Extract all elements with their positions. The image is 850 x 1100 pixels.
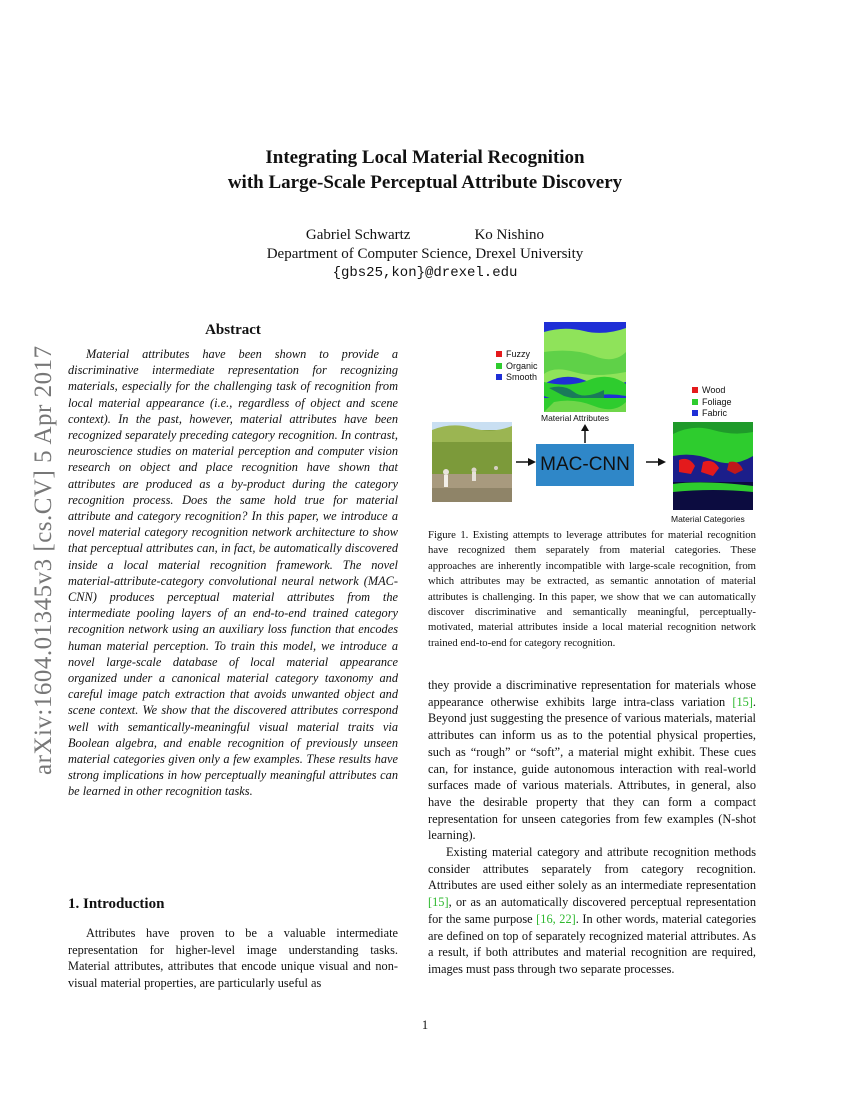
paragraph: Existing material category and attribute recognition methods consider attributes separately from category recognition. Attributes are used either solely as an intermediate representation [15], or as an automatically discovered perceptual representation for the same purpose [16, 22]. In other words, material categories are defined on top of separately recognized material attributes. As a result, if both attributes and material recognition are required, images must pass through two separate processes. [428, 845, 756, 976]
author-block [0, 226, 850, 283]
legend-swatch [496, 374, 502, 380]
category-legend [692, 385, 732, 420]
paper-title [0, 145, 850, 195]
legend-item: Fuzzy [496, 349, 538, 361]
title-line-1: Integrating Local Material Recognition [265, 147, 585, 168]
legend-item: Organic [496, 361, 538, 373]
up-arrow-icon [578, 424, 592, 444]
right-column-body [428, 677, 756, 978]
title-line-2: with Large-Scale Perceptual Attribute Discovery [227, 172, 623, 193]
right-arrow-icon [516, 456, 536, 468]
abstract-text: Material attributes have been shown to provide a discriminative intermediate representation for recognizing materials, especially for the challenging task of recognition from local material appearance (i.e., regardless of object and scene context). In the past, however, material attributes have been recognized separately preceding category recognition. In contrast, neuroscience studies on material perception and computer vision research on object and place recognition have shown that attributes are produced as a by-product during the category recognition process. Does the same hold true for material attribute and category recognition? In this paper, we introduce a novel material category recognition network architecture to show that perceptual attributes can, in fact, be automatically discovered inside a local material recognition framework. The novel material-attribute-category convolutional neural network (MAC-CNN) produces perceptual material attributes from the intermediate pooling layers of an end-to-end trained category recognition network using an auxiliary loss function that encodes human material perception. To train this model, we introduce a novel large-scale database of local material appearance organized under a canonical material category taxonomy and careful image patch extraction that avoids unwanted object and scene context. We show that the discovered attributes correspond well with semantically-meaningful visual material traits via Boolean algebra, and enable recognition of previously unseen material categories given only a few examples. These results have strong implications in how perceptually meaningful attributes can be learned in other recognition tasks. [68, 347, 398, 799]
arxiv-stamp [8, 300, 57, 775]
legend-item: Smooth [496, 372, 538, 384]
legend-swatch [496, 351, 502, 357]
abstract-body [68, 346, 398, 800]
attribute-map-label: Material Attributes [541, 413, 610, 423]
citation-link[interactable]: [15] [732, 694, 753, 709]
attribute-legend [496, 349, 538, 384]
figure-1 [428, 318, 758, 528]
category-map-label: Material Categories [671, 514, 745, 524]
figure-1-caption: Figure 1. Existing attempts to leverage attributes for material recognition have recognized them separately from material categories. These approaches are inherently incompatible with large-scale recognition, from which attributes may be extracted, as semantic annotation of material attributes is challenging. In this paper, we show that we can automatically discover discriminative and semantically meaningful, perceptually-motivated, material attributes inside a local material recognition network trained end-to-end for category recognition. [428, 529, 756, 649]
legend-swatch [692, 410, 698, 416]
paragraph: they provide a discriminative representation for materials whose appearance otherwise exhibits large intra-class variation [15]. Beyond just suggesting the presence of various materials, material attributes can inform us as to the potential physical properties, such as “rough” or “soft”, a material might exhibit. These cues can, for instance, guide autonomous interaction with real-world surfaces made of various materials. Attributes, in general, also have the desirable property that they can form a compact representation for unseen categories from few examples (N-shot learning). [428, 678, 756, 843]
introduction-text: Attributes have proven to be a valuable intermediate representation for higher-level image understanding tasks. Material attributes, attributes that encode unique visual and non-visual material properties, are particularly useful as [68, 926, 398, 991]
author-1: Gabriel Schwartz [305, 227, 411, 243]
right-arrow-icon [646, 456, 666, 468]
section-heading-introduction: 1. Introduction [68, 896, 165, 912]
citation-link[interactable]: [15] [428, 895, 449, 910]
mac-cnn-block: MAC-CNN [536, 444, 634, 486]
citation-link[interactable]: [16, 22] [536, 911, 576, 926]
abstract-heading: Abstract [205, 322, 261, 338]
legend-swatch [692, 387, 698, 393]
introduction-body [68, 925, 398, 992]
legend-swatch [496, 363, 502, 369]
legend-item: Fabric [692, 408, 732, 420]
affiliation: Department of Computer Science, Drexel University [266, 246, 584, 262]
legend-item: Foliage [692, 397, 732, 409]
input-photo [432, 422, 512, 502]
author-2: Ko Nishino [474, 227, 545, 243]
attribute-map-image [544, 322, 626, 412]
arxiv-id: arXiv:1604.01345v3 [cs.CV] 5 Apr 2017 [30, 345, 57, 775]
page-number: 1 [421, 1018, 429, 1032]
category-map-image [673, 422, 753, 510]
email: {gbs25,kon}@drexel.edu [332, 265, 518, 281]
legend-swatch [692, 399, 698, 405]
legend-item: Wood [692, 385, 732, 397]
